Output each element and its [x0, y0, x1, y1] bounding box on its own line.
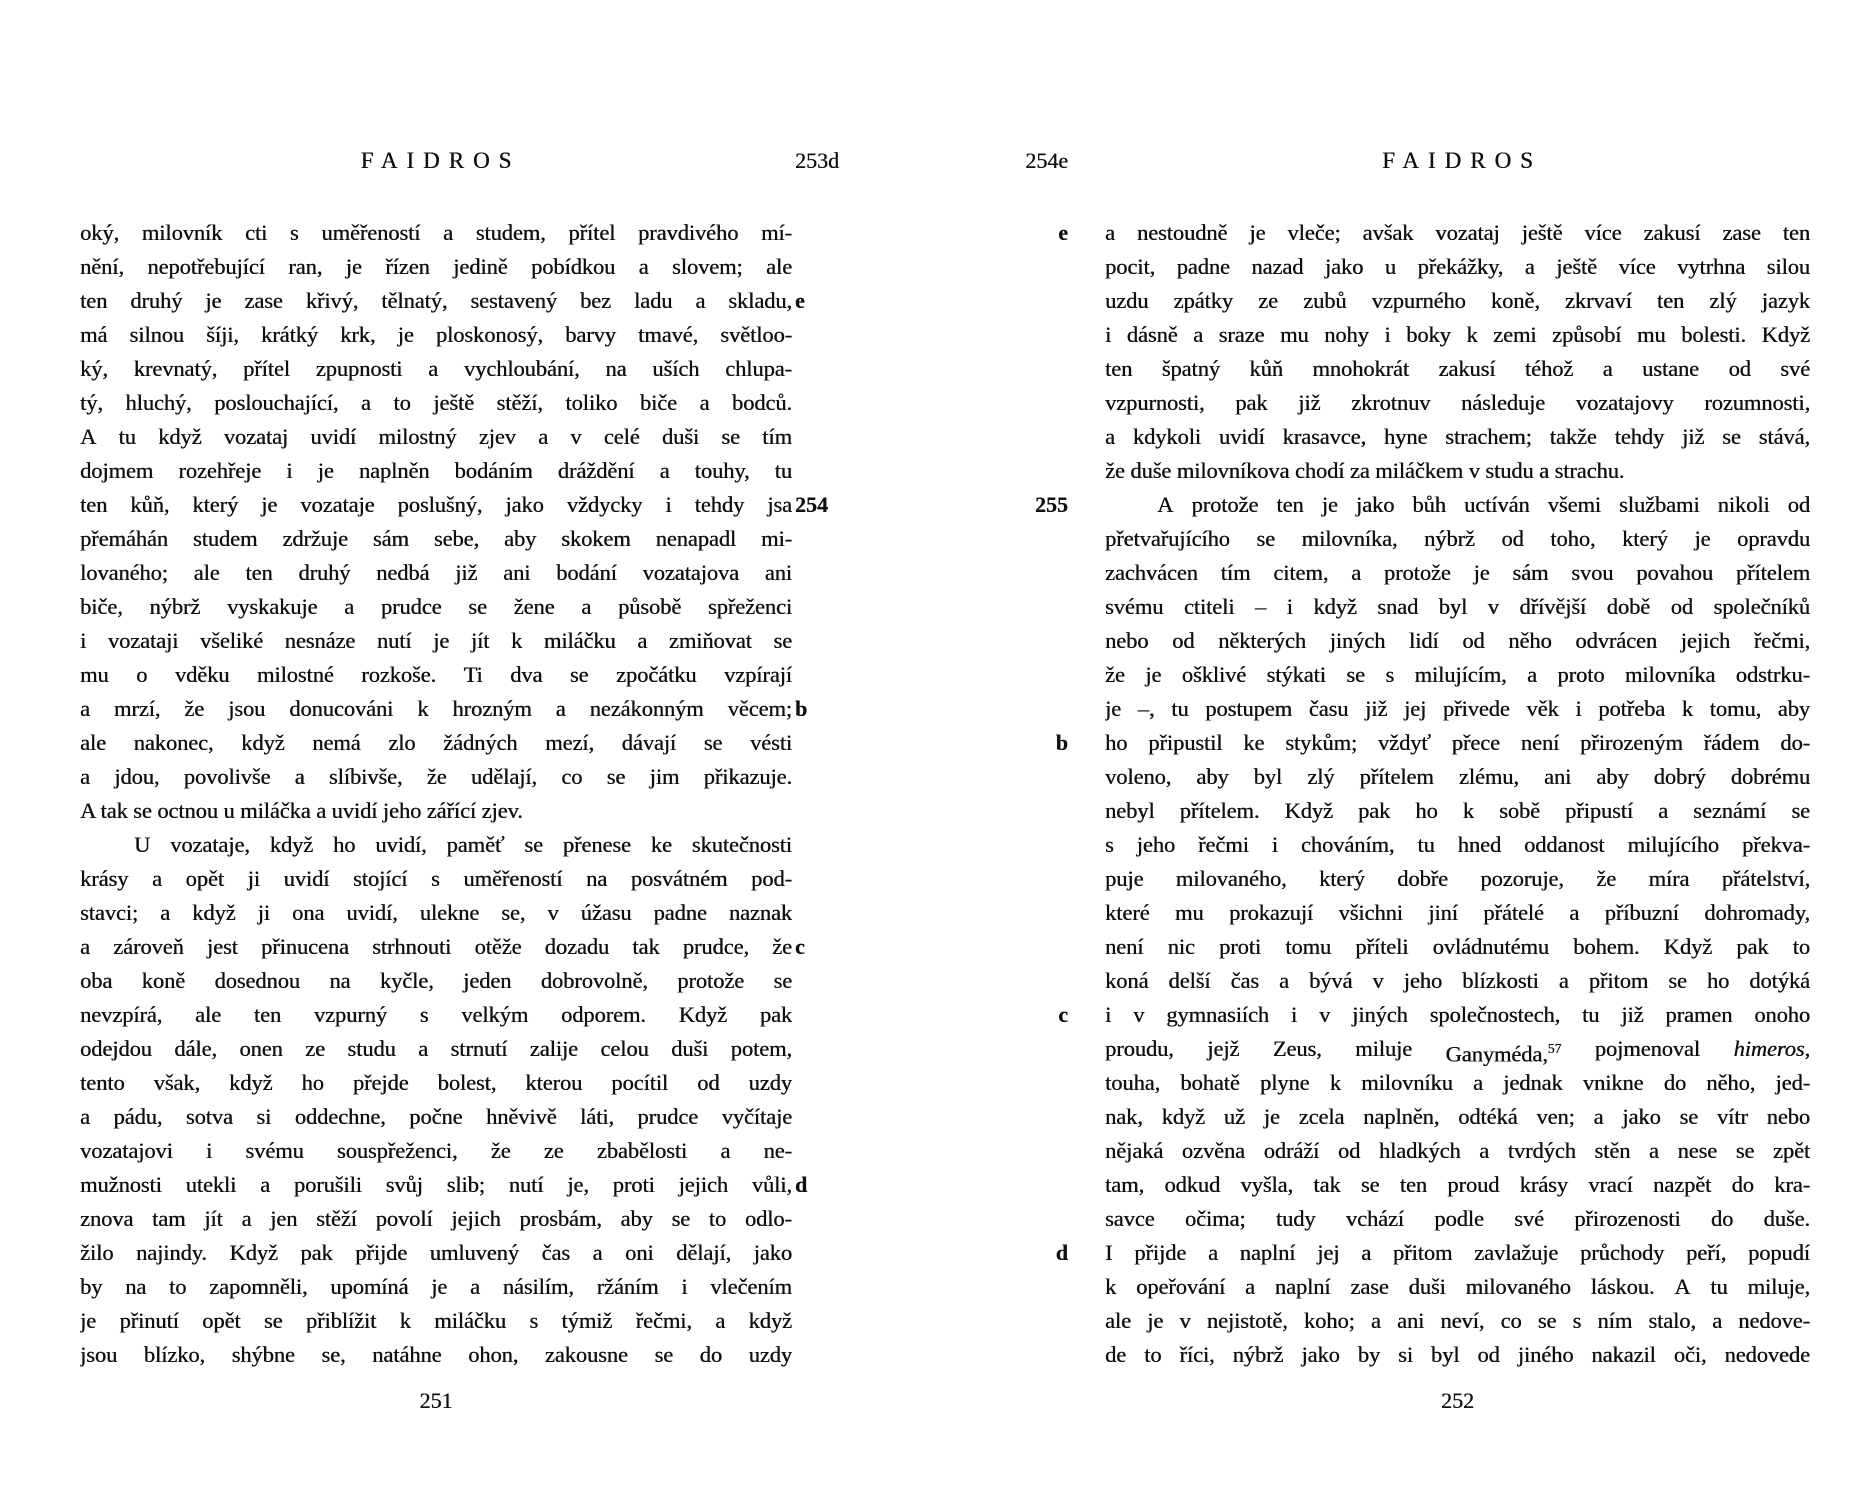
text-line: ale nakonec, když nemá zlo žádných mezí, dávají se vésti [80, 730, 792, 755]
text-line: i v gymnasiích i v jiných společnostech, tu již pramen onoho [1105, 1002, 1810, 1027]
text-line: i vozataji všeliké nesnáze nutí je jít k miláčku a zmiňovat se [80, 628, 792, 653]
margin-marker: b [1055, 730, 1068, 755]
text-line: A tak se octnou u miláčka a uvidí jeho zářící zjev. [80, 798, 523, 823]
text-line: nak, když už je zcela naplněn, odtéká ven; a jako se vítr nebo [1105, 1104, 1810, 1129]
text-line: uzdu zpátky ze zubů vzpurného koně, zkrvaví ten zlý jazyk [1105, 288, 1810, 313]
text-line: de to říci, nýbrž jako by si byl od jiného nakazil oči, nedovede [1105, 1342, 1810, 1367]
text-line: není nic proti tomu příteli ovládnutému bohem. Když pak to [1105, 934, 1810, 959]
text-line: mužnosti utekli a porušili svůj slib; nutí je, proti jejich vůli, [80, 1172, 792, 1197]
paragraph-indent [1105, 488, 1139, 522]
margin-marker: e [795, 288, 805, 313]
left-page-lines [80, 216, 792, 1372]
right-page-footer-number: 252 [1441, 1388, 1474, 1413]
text-line: že duše milovníkova chodí za miláčkem v studu a strachu. [1105, 458, 1625, 483]
text-line: které mu prokazují všichni jiní přátelé a příbuzní dohromady, [1105, 900, 1810, 925]
text-line: jsou blízko, shýbne se, natáhne ohon, zakousne se do uzdy [80, 1342, 792, 1367]
left-page-markers [795, 216, 855, 1376]
text-line: žilo najindy. Když pak přijde umluvený čas a oni dělají, jako [80, 1240, 792, 1265]
text-line: a nestoudně je vleče; avšak vozataj ještě více zakusí zase ten [1105, 220, 1810, 245]
paragraph-indent [80, 828, 114, 862]
margin-marker: d [795, 1172, 808, 1197]
left-page-header-marker: 253d [795, 148, 839, 173]
text-line: odejdou dále, onen ze studu a strnutí zalije celou duši potem, [80, 1036, 792, 1061]
text-line: vzpurnosti, pak již zkrotnuv následuje vozatajovy rozumnosti, [1105, 390, 1810, 415]
text-line: že je ošklivé stýkati se s milujícím, a proto milovníka odstrku- [1105, 662, 1810, 687]
text-line: přetvařujícího se milovníka, nýbrž od toho, který je opravdu [1105, 526, 1810, 551]
margin-marker: 254 [795, 492, 828, 517]
text-line: oba koně dosednou na kyčle, jeden dobrovolně, protože se [80, 968, 792, 993]
text-line: biče, nýbrž vyskakuje a prudce se žene a působě spřeženci [80, 594, 792, 619]
text-line: nevzpírá, ale ten vzpurný s velkým odporem. Když pak [80, 1002, 792, 1027]
margin-marker: b [795, 696, 808, 721]
text-line: ten špatný kůň mnohokrát zakusí téhož a ustane od své [1105, 356, 1810, 381]
text-line: je přinutí opět se přiblížit k miláčku s týmiž řečmi, a když [80, 1308, 792, 1333]
text-line: ký, krevnatý, přítel zpupnosti a vychloubání, na uších chlupa- [80, 356, 792, 381]
text-line: a kdykoli uvidí krasavce, hyne strachem; takže tehdy již se stává, [1105, 424, 1810, 449]
margin-marker: e [1058, 220, 1068, 245]
left-page [80, 0, 870, 1501]
text-line: oký, milovník cti s uměřeností a studem, přítel pravdivého mí- [80, 220, 792, 245]
right-page [1010, 0, 1810, 1501]
margin-marker: 255 [1035, 492, 1068, 517]
text-line: a pádu, sotva si oddechne, počne hněvivě láti, prudce vyčítaje [80, 1104, 792, 1129]
text-line: savce očima; tudy vchází podle své přirozenosti do duše. [1105, 1206, 1810, 1231]
text-line: proudu, jejž Zeus, miluje Ganyméda,$^{57}$ pojmenoval himeros, [1105, 1036, 1810, 1066]
right-page-markers [1010, 216, 1068, 1376]
text-line: pocit, padne nazad jako u překážky, a ještě více vytrhna silou [1105, 254, 1810, 279]
text-line: nějaká ozvěna odráží od hladkých a tvrdých stěn a nese se zpět [1105, 1138, 1810, 1163]
text-line: A protože ten je jako bůh uctíván všemi službami nikoli od [1105, 488, 1810, 522]
text-line: ten kůň, který je vozataje poslušný, jako vždycky i tehdy jsa [80, 492, 792, 517]
margin-marker: c [795, 934, 805, 959]
text-line: mu o vděku milostné rozkoše. Ti dva se zpočátku vzpírají [80, 662, 792, 687]
text-line: nebyl přítelem. Když pak ho k sobě připustí a seznámí se [1105, 798, 1810, 823]
text-line: by na to zapomněli, upomíná je a násilím, ržáním i vlečením [80, 1274, 792, 1299]
text-line: i dásně a sraze mu nohy i boky k zemi způsobí mu bolesti. Když [1105, 322, 1810, 347]
text-line: s jeho řečmi i chováním, tu hned oddanost milujícího překva- [1105, 832, 1810, 857]
margin-marker: d [1055, 1240, 1068, 1265]
text-line: koná delší čas a bývá v jeho blízkosti a přitom se ho dotýká [1105, 968, 1810, 993]
right-page-lines [1105, 216, 1810, 1372]
text-line: ho připustil ke stykům; vždyť přece není přirozeným řádem do- [1105, 730, 1810, 755]
text-line: svému ctiteli – i když snad byl v dřívější době od společníků [1105, 594, 1810, 619]
text-line: k opeřování a naplní zase duši milovaného láskou. A tu miluje, [1105, 1274, 1810, 1299]
right-page-title: FAIDROS [1382, 148, 1542, 173]
text-line: a jdou, povolivše a slíbivše, že udělají, co se jim přikazuje. [80, 764, 792, 789]
text-line: je –, tu postupem času již jej přivede věk i potřeba k tomu, aby [1105, 696, 1810, 721]
text-line: ale je v nejistotě, koho; a ani neví, co se s ním stalo, a nedove- [1105, 1308, 1810, 1333]
text-line: dojmem rozehřeje i je naplněn bodáním dráždění a touhy, tu [80, 458, 792, 483]
right-page-header-marker: 254e [1025, 148, 1068, 173]
text-line: stavci; a když ji ona uvidí, ulekne se, v úžasu padne naznak [80, 900, 792, 925]
text-line: nění, nepotřebující ran, je řízen jedině pobídkou a slovem; ale [80, 254, 792, 279]
text-line: A tu když vozataj uvidí milostný zjev a v celé duši se tím [80, 424, 792, 449]
left-page-title: FAIDROS [360, 148, 521, 173]
text-line: nebo od některých jiných lidí od něho odvrácen jejich řečmi, [1105, 628, 1810, 653]
text-line: lovaného; ale ten druhý nedbá již ani bodání vozatajova ani [80, 560, 792, 585]
text-line: tý, hluchý, poslouchající, a to ještě stěží, toliko biče a bodců. [80, 390, 792, 415]
text-line: voleno, aby byl zlý přítelem zlému, ani aby dobrý dobrému [1105, 764, 1810, 789]
text-line: znova tam jít a jen stěží povolí jejich prosbám, aby se to odlo- [80, 1206, 792, 1231]
text-line: a mrzí, že jsou donucováni k hrozným a nezákonným věcem; [80, 696, 792, 721]
text-line: má silnou šíji, krátký krk, je ploskonosý, barvy tmavé, světloo- [80, 322, 792, 347]
text-line: U vozataje, když ho uvidí, paměť se přenese ke skutečnosti [80, 828, 792, 862]
text-line: tam, odkud vyšla, tak se ten proud krásy vrací nazpět do kra- [1105, 1172, 1810, 1197]
text-line: zachvácen tím citem, a protože je sám svou povahou přítelem [1105, 560, 1810, 585]
text-line: puje milovaného, který dobře pozoruje, že míra přátelství, [1105, 866, 1810, 891]
text-line: tento však, když ho přejde bolest, kterou pocítil od uzdy [80, 1070, 792, 1095]
text-line: a zároveň jest přinucena strhnouti otěže dozadu tak prudce, že [80, 934, 792, 959]
margin-marker: c [1058, 1002, 1068, 1027]
text-line: přemáhán studem zdržuje sám sebe, aby skokem nenapadl mi- [80, 526, 792, 551]
text-line: vozatajovi i svému souspřeženci, že ze zbabělosti a ne- [80, 1138, 792, 1163]
text-line: touha, bohatě plyne k milovníku a jednak vnikne do něho, jed- [1105, 1070, 1810, 1095]
left-page-footer-number: 251 [419, 1388, 453, 1413]
text-line: krásy a opět ji uvidí stojící s uměřeností na posvátném pod- [80, 866, 792, 891]
text-line: ten druhý je zase křivý, tělnatý, sestavený bez ladu a skladu, [80, 288, 792, 313]
text-line: I přijde a naplní jej a přitom zavlažuje průchody peří, popudí [1105, 1240, 1810, 1265]
